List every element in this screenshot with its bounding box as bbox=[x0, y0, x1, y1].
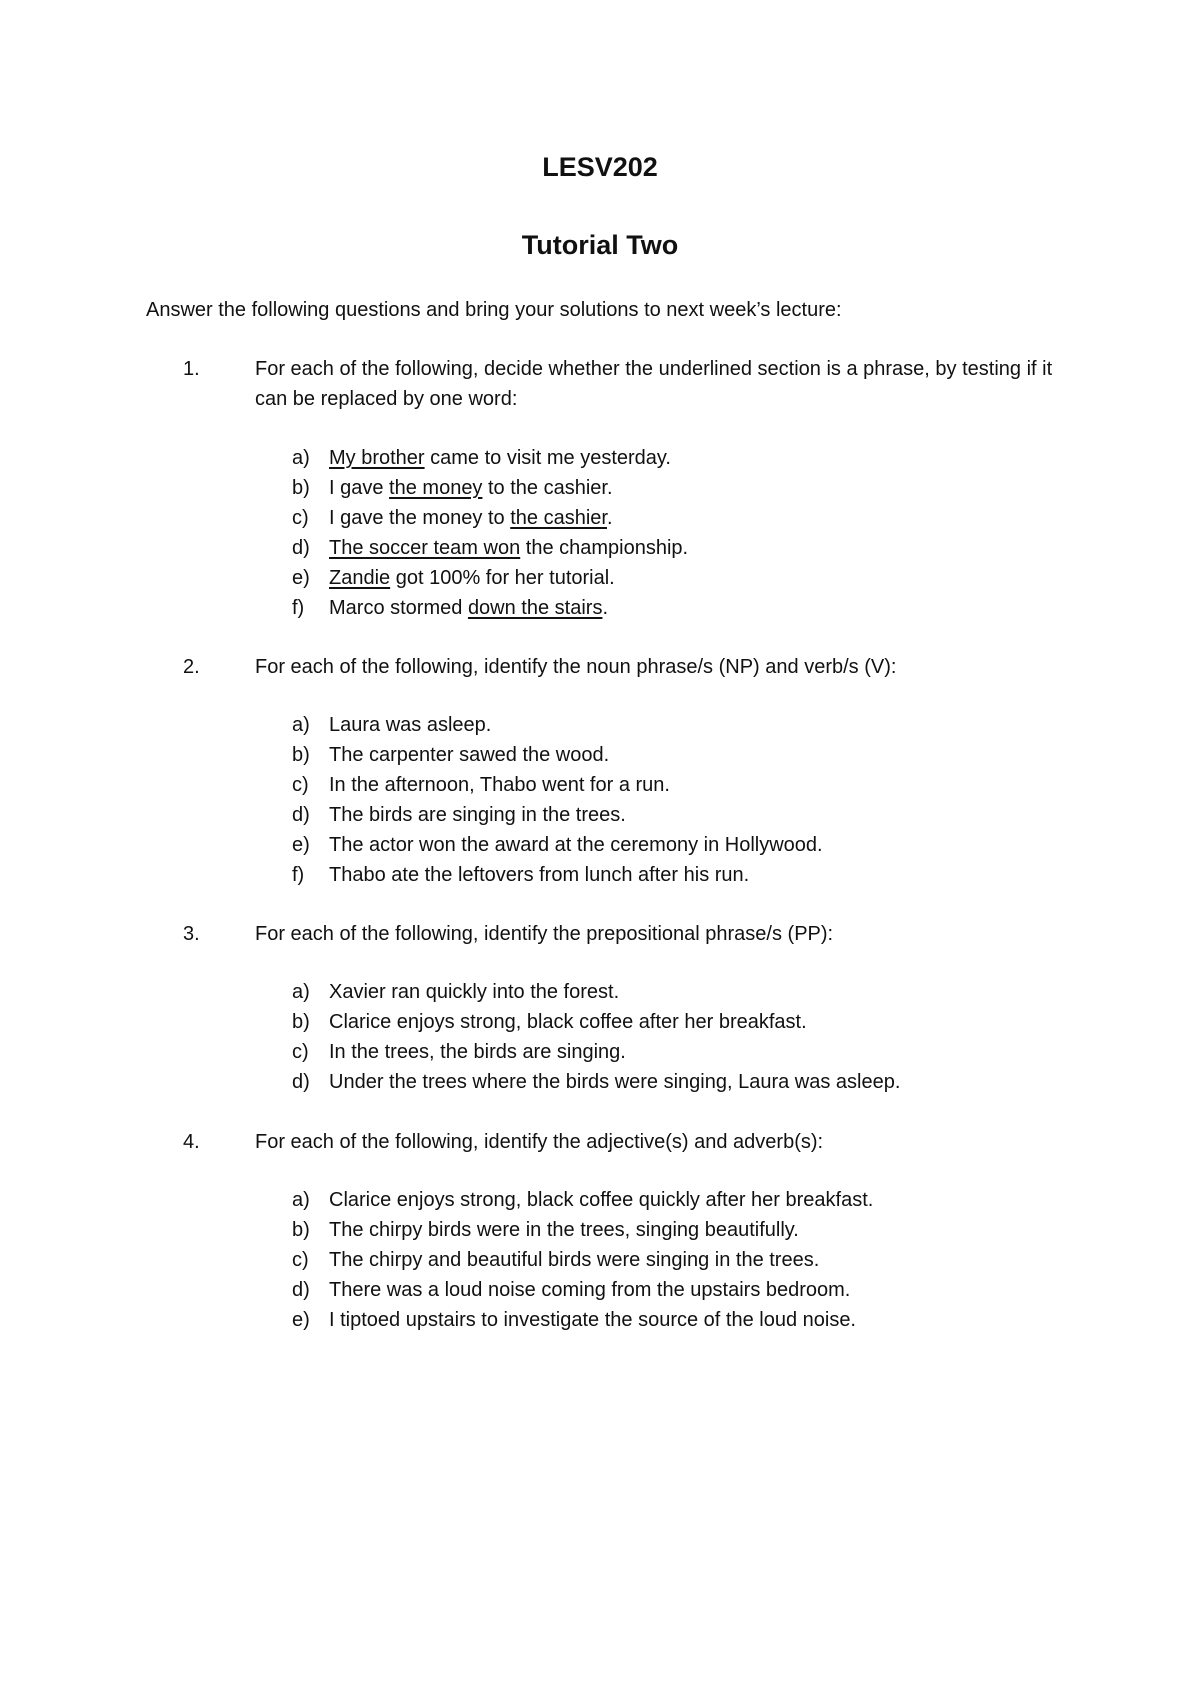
list-item bbox=[0, 563, 1200, 593]
item-text: The chirpy and beautiful birds were singing in the trees. bbox=[329, 1249, 820, 1271]
list-item bbox=[0, 710, 1200, 740]
underlined-section: down the stairs bbox=[467, 597, 603, 619]
item-text: In the trees, the birds are singing. bbox=[329, 1041, 626, 1063]
item-letter: d) bbox=[292, 804, 310, 826]
list-item bbox=[0, 1245, 1200, 1275]
underlined-section: Zandie bbox=[329, 567, 391, 589]
item-text bbox=[329, 503, 613, 533]
item-text-after: . bbox=[602, 597, 609, 619]
question-text: For each of the following, identify the prepositional phrase/s (PP): bbox=[255, 923, 834, 945]
item-letter: d) bbox=[292, 1279, 310, 1301]
item-letter: d) bbox=[292, 1071, 310, 1093]
list-item bbox=[0, 830, 1200, 860]
underlined-section: the money bbox=[389, 477, 483, 499]
instructions-text: Answer the following questions and bring your solutions to next week’s lecture: bbox=[146, 299, 842, 321]
item-letter: b) bbox=[292, 744, 310, 766]
item-text: Clarice enjoys strong, black coffee after her breakfast. bbox=[329, 1011, 807, 1033]
item-letter: f) bbox=[292, 864, 305, 886]
item-letter: e) bbox=[292, 567, 310, 589]
item-text: Clarice enjoys strong, black coffee quickly after her breakfast. bbox=[329, 1189, 874, 1211]
underlined-section: My brother bbox=[329, 447, 425, 469]
item-letter: c) bbox=[292, 1249, 309, 1271]
item-text: Thabo ate the leftovers from lunch after his run. bbox=[329, 864, 750, 886]
underlined-section: The soccer team won bbox=[329, 537, 521, 559]
list-item bbox=[0, 770, 1200, 800]
item-letter: f) bbox=[292, 597, 305, 619]
question-text: For each of the following, identify the adjective(s) and adverb(s): bbox=[255, 1131, 824, 1153]
item-letter: a) bbox=[292, 1189, 310, 1211]
item-text-after: got 100% for her tutorial. bbox=[390, 567, 615, 589]
item-letter: e) bbox=[292, 1309, 310, 1331]
course-code-heading: LESV202 bbox=[542, 152, 658, 182]
list-item bbox=[0, 1037, 1200, 1067]
item-text-after: came to visit me yesterday. bbox=[424, 447, 671, 469]
underlined-section: the cashier bbox=[510, 507, 607, 529]
list-item bbox=[0, 1185, 1200, 1215]
item-list bbox=[0, 443, 1200, 623]
item-text-before: Marco stormed bbox=[329, 597, 468, 619]
question-number: 4. bbox=[183, 1131, 200, 1153]
item-list bbox=[0, 977, 1200, 1097]
item-letter: a) bbox=[292, 981, 310, 1003]
item-letter: a) bbox=[292, 447, 310, 469]
item-list bbox=[0, 710, 1200, 890]
item-text bbox=[329, 563, 615, 593]
list-item bbox=[0, 1067, 1200, 1097]
item-text: Under the trees where the birds were singing, Laura was asleep. bbox=[329, 1071, 901, 1093]
list-item bbox=[0, 473, 1200, 503]
item-text-after: . bbox=[606, 507, 613, 529]
item-letter: b) bbox=[292, 1011, 310, 1033]
item-text: The birds are singing in the trees. bbox=[329, 804, 626, 826]
item-text-before: I gave bbox=[329, 477, 390, 499]
item-text-after: the championship. bbox=[520, 537, 689, 559]
item-text: Xavier ran quickly into the forest. bbox=[329, 981, 620, 1003]
question-number: 2. bbox=[183, 656, 200, 678]
item-text: In the afternoon, Thabo went for a run. bbox=[329, 774, 670, 796]
list-item bbox=[0, 1215, 1200, 1245]
item-text bbox=[329, 443, 671, 473]
item-text: Laura was asleep. bbox=[329, 714, 492, 736]
list-item bbox=[0, 860, 1200, 890]
item-letter: b) bbox=[292, 1219, 310, 1241]
item-letter: c) bbox=[292, 1041, 309, 1063]
question-number: 3. bbox=[183, 923, 200, 945]
item-text: There was a loud noise coming from the upstairs bedroom. bbox=[329, 1279, 851, 1301]
list-item bbox=[0, 533, 1200, 563]
item-text: The carpenter sawed the wood. bbox=[329, 744, 610, 766]
item-letter: b) bbox=[292, 477, 310, 499]
item-letter: c) bbox=[292, 774, 309, 796]
item-letter: e) bbox=[292, 834, 310, 856]
item-text-after: to the cashier. bbox=[482, 477, 613, 499]
list-item bbox=[0, 503, 1200, 533]
list-item bbox=[0, 1007, 1200, 1037]
list-item bbox=[0, 740, 1200, 770]
question-text: For each of the following, identify the noun phrase/s (NP) and verb/s (V): bbox=[255, 656, 897, 678]
list-item bbox=[0, 1275, 1200, 1305]
list-item bbox=[0, 977, 1200, 1007]
list-item bbox=[0, 443, 1200, 473]
list-item bbox=[0, 593, 1200, 623]
item-letter: a) bbox=[292, 714, 310, 736]
item-text-before: I gave the money to bbox=[329, 507, 511, 529]
question-text: For each of the following, decide whether the underlined section is a phrase, by testing if it can be replaced by one word: bbox=[255, 358, 1053, 410]
list-item bbox=[0, 800, 1200, 830]
item-letter: d) bbox=[292, 537, 310, 559]
item-text bbox=[329, 533, 688, 563]
item-list bbox=[0, 1185, 1200, 1335]
item-letter: c) bbox=[292, 507, 309, 529]
tutorial-title-heading: Tutorial Two bbox=[521, 230, 679, 260]
question-number: 1. bbox=[183, 358, 200, 380]
item-text: The chirpy birds were in the trees, singing beautifully. bbox=[329, 1219, 799, 1241]
item-text bbox=[329, 593, 608, 623]
item-text bbox=[329, 473, 613, 503]
item-text: The actor won the award at the ceremony in Hollywood. bbox=[329, 834, 823, 856]
list-item bbox=[0, 1305, 1200, 1335]
item-text: I tiptoed upstairs to investigate the source of the loud noise. bbox=[329, 1309, 856, 1331]
